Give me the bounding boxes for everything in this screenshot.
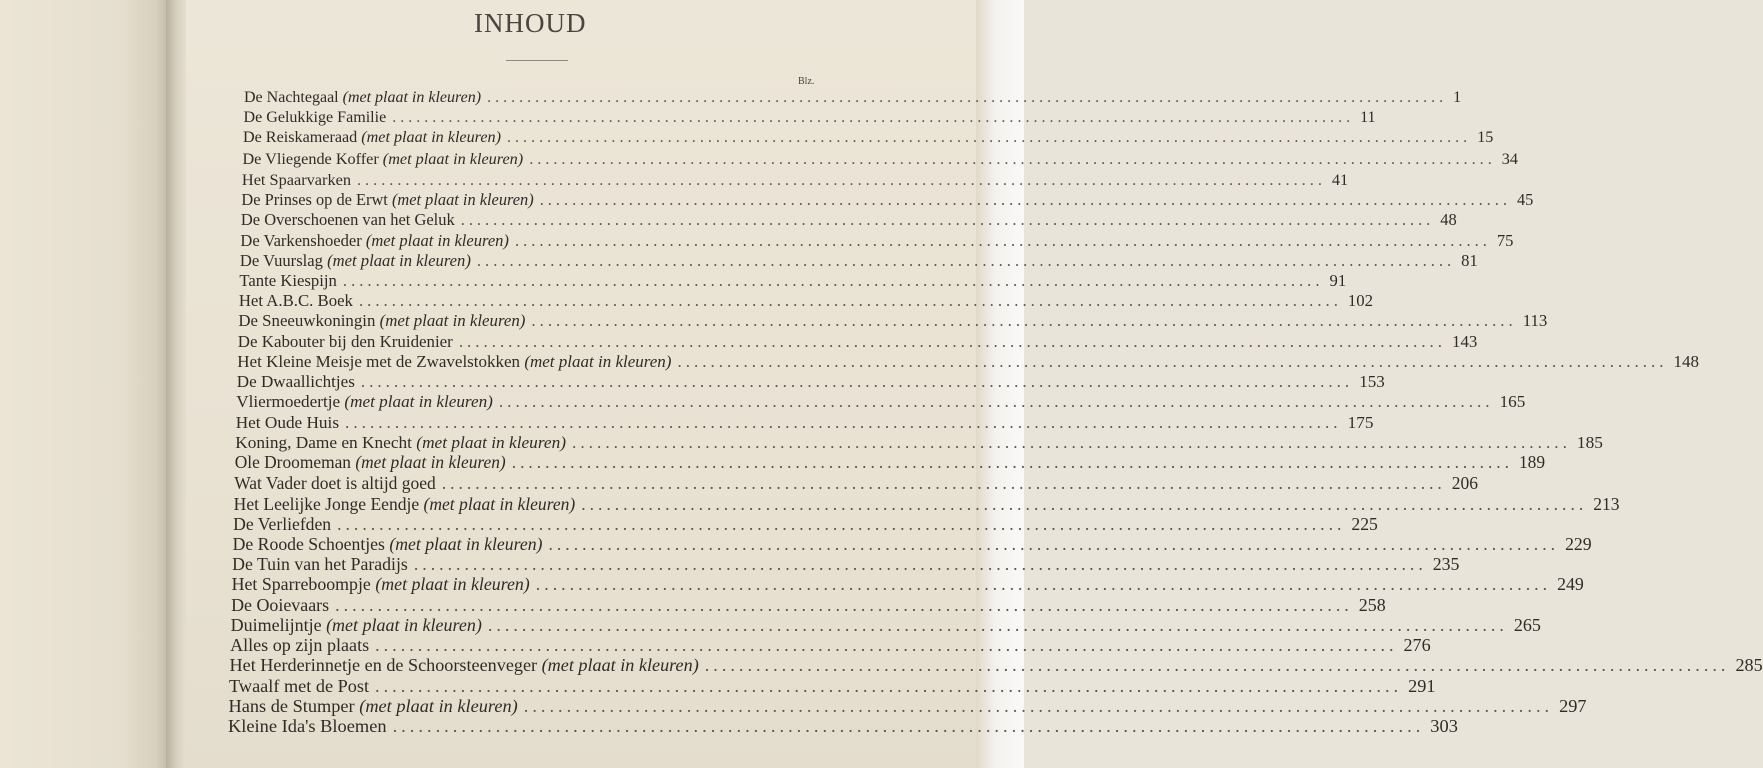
toc-entry [243,109,1376,131]
toc-entry [231,594,1386,617]
toc-entry [236,372,1385,394]
toc-entry-page: 175 [1347,412,1374,432]
dot-leader: ........................................................................................................................ [704,655,1730,676]
toc-entry-page: 249 [1557,574,1584,595]
toc-entry-note: (met plaat in kleuren) [340,392,493,412]
toc-entry [240,230,1514,253]
toc-entry-title: De Prinses op de Erwt [241,190,388,210]
toc-entry-page: 1 [1453,89,1462,106]
page-title: INHOUD [474,8,587,38]
toc-entry-page: 113 [1522,311,1548,331]
toc-entry-title: De Sneeuwkoningin [238,311,376,331]
toc-entry [238,291,1374,313]
toc-entry-page: 276 [1403,635,1431,656]
toc-entry-page: 11 [1360,109,1376,127]
toc-entry-title: De Kabouter bij den Kruidenier [237,331,453,351]
toc-entry-title: De Verliefden [233,513,332,534]
toc-entry-title: De Gelukkige Familie [243,109,387,127]
toc-entry-page: 102 [1347,291,1374,311]
toc-entry-page: 303 [1430,716,1458,736]
toc-entry-title: Het Oude Huis [235,412,340,432]
toc-entry [237,331,1478,354]
toc-entry-title: Tante Kiespijn [239,271,337,291]
toc-entry [241,169,1349,192]
toc-entry-title: Vliermoedertje [236,392,341,412]
page-column-header: Blz. [798,76,815,87]
dot-leader: ........................................................................................................................ [360,372,1354,392]
toc-entry-page: 265 [1513,614,1541,635]
toc-entry [239,250,1478,273]
dot-leader: ........................................................................................................................ [342,271,1324,291]
toc-entry-title: Het Herderinnetje en de Schoorsteenveger [229,655,538,676]
toc-entry [239,271,1347,293]
dot-leader: ........................................................................................................................ [548,533,1560,554]
toc-entry-title: Kleine Ida's Bloemen [228,716,387,736]
dot-leader: ........................................................................................................................ [335,594,1353,615]
toc-entry-note: (met plaat in kleuren) [419,493,576,514]
toc-entry [242,149,1518,172]
toc-entry-note: (met plaat in kleuren) [411,432,567,452]
toc-entry-note: (met plaat in kleuren) [375,311,526,331]
toc-entry-page: 48 [1440,210,1457,230]
toc-entry-page: 229 [1565,533,1592,554]
toc-entry [228,695,1587,718]
toc-entry-page: 34 [1501,149,1518,168]
toc-entry-title: Het A.B.C. Boek [238,291,353,311]
toc-entry [238,311,1548,333]
toc-entry-title: Koning, Dame en Knecht [235,432,412,452]
toc-entry [237,351,1699,374]
toc-entry-page: 153 [1359,372,1385,392]
toc-entry-page: 75 [1496,230,1514,250]
toc-entry [235,412,1374,435]
dot-leader: ........................................................................................................................ [337,513,1346,534]
toc-entry-page: 45 [1516,190,1534,210]
dot-leader: ........................................................................................................................ [441,473,1446,494]
toc-entry-note: (met plaat in kleuren) [520,351,672,371]
toc-entry-page: 143 [1452,331,1478,351]
toc-entry-page: 285 [1735,655,1763,676]
toc-entry-title: De Nachtegaal [244,89,339,106]
toc-entry [228,716,1458,738]
toc-entry [235,432,1603,455]
toc-entry-page: 91 [1329,271,1347,291]
toc-entry-note: (met plaat in kleuren) [321,614,482,635]
toc-entry-title: De Vuurslag [239,250,323,270]
toc-entry-page: 185 [1576,432,1603,452]
toc-entry [244,89,1462,111]
toc-entry [232,533,1592,556]
dot-leader: ........................................................................................................................ [413,554,1427,575]
toc-entry-page: 213 [1593,493,1620,514]
toc-entry-note: (met plaat in kleuren) [350,453,506,473]
toc-entry [234,473,1478,495]
toc-entry [231,574,1584,596]
toc-entry-note: (met plaat in kleuren) [322,250,471,270]
toc-entry [236,392,1526,414]
toc-entry-note: (met plaat in kleuren) [378,149,524,168]
book-gutter [166,0,188,768]
toc-entry [232,554,1460,576]
toc-entry-title: De Reiskameraad [242,129,358,147]
toc-entry [233,493,1620,516]
dot-leader: ........................................................................................................................ [581,493,1588,514]
dot-leader: ........................................................................................................................ [476,250,1456,270]
toc-entry-title: De Vliegende Koffer [242,149,379,168]
dot-leader: ........................................................................................................................ [358,291,1342,311]
toc-entry [229,675,1436,698]
dot-leader: ........................................................................................................................ [523,695,1554,716]
dot-leader: ........................................................................................................................ [539,190,1511,210]
dot-leader: ........................................................................................................................ [458,331,1446,351]
toc-entry [229,655,1763,677]
toc-entry-note: (met plaat in kleuren) [361,230,509,250]
toc-entry-page: 148 [1673,351,1699,371]
toc-entry-page: 206 [1451,473,1478,494]
dot-leader: ........................................................................................................................ [356,169,1326,189]
dot-leader: ........................................................................................................................ [535,574,1552,595]
toc-entry [230,614,1541,637]
dot-leader: ........................................................................................................................ [529,149,1496,168]
dot-leader: ........................................................................................................................ [677,351,1668,371]
dot-leader: ........................................................................................................................ [511,453,1513,473]
toc-entry-page: 189 [1518,453,1546,473]
toc-entry-title: De Dwaallichtjes [236,372,355,392]
toc-entry-title: Ole Droomeman [234,453,351,473]
toc-entry-title: Twaalf met de Post [229,675,370,696]
toc-entry-note: (met plaat in kleuren) [354,695,518,716]
toc-entry-page: 41 [1331,169,1349,189]
toc-entry-title: Duimelijntje [230,614,322,635]
toc-entry-title: Wat Vader doet is altijd goed [234,473,436,494]
toc-entry-page: 81 [1461,250,1478,270]
toc-entry-title: Het Spaarvarken [241,169,351,189]
left-page [0,0,170,768]
toc-entry [241,190,1534,212]
toc-entry-note: (met plaat in kleuren) [357,129,501,147]
toc-entry-page: 15 [1477,129,1494,147]
toc-entry-page: 297 [1559,695,1587,716]
toc-entry-title: De Overschoenen van het Geluk [240,210,455,230]
dot-leader: ........................................................................................................................ [392,109,1355,127]
toc-entry-page: 165 [1499,392,1526,412]
toc-entry-page: 258 [1358,594,1386,615]
dot-leader: ........................................................................................................................ [460,210,1435,230]
toc-entry-page: 235 [1432,554,1460,575]
dot-leader: ........................................................................................................................ [392,716,1425,736]
dot-leader: ........................................................................................................................ [506,129,1472,147]
toc-entry [233,513,1378,536]
toc-entry [240,210,1457,232]
dot-leader: ........................................................................................................................ [514,230,1491,250]
toc-entry-title: De Roode Schoentjes [232,533,385,554]
toc-entry-note: (met plaat in kleuren) [387,190,534,210]
dot-leader: ........................................................................................................................ [487,614,1508,635]
dot-leader: ........................................................................................................................ [531,311,1517,331]
toc-entry-title: Het Sparreboompje [231,574,371,595]
dot-leader: ........................................................................................................................ [375,675,1403,696]
toc-entry-title: Het Kleine Meisje met de Zwavelstokken [237,351,521,371]
dot-leader: ........................................................................................................................ [487,89,1448,106]
toc-entry-note: (met plaat in kleuren) [384,533,543,554]
title-rule [506,60,568,61]
dot-leader: ........................................................................................................................ [572,432,1571,452]
toc-entry-title: Alles op zijn plaats [230,635,370,656]
toc-entry-title: De Ooievaars [231,594,330,615]
toc-entry-title: De Varkenshoeder [240,230,362,250]
toc-entry-page: 291 [1408,675,1436,696]
toc-entry [230,635,1431,657]
toc-entry [242,129,1494,151]
toc-entry-note: (met plaat in kleuren) [537,655,699,676]
toc-entry-note: (met plaat in kleuren) [338,89,482,106]
toc-entry-page: 225 [1351,513,1378,534]
toc-entry [234,453,1546,475]
dot-leader: ........................................................................................................................ [345,412,1342,432]
toc-entry-title: Het Leelijke Jonge Eendje [233,493,420,514]
toc-entry-title: De Tuin van het Paradijs [232,554,408,575]
dot-leader: ........................................................................................................................ [375,635,1398,656]
toc-entry-title: Hans de Stumper [228,695,355,716]
dot-leader: ........................................................................................................................ [498,392,1494,412]
toc-entry-note: (met plaat in kleuren) [370,574,530,595]
